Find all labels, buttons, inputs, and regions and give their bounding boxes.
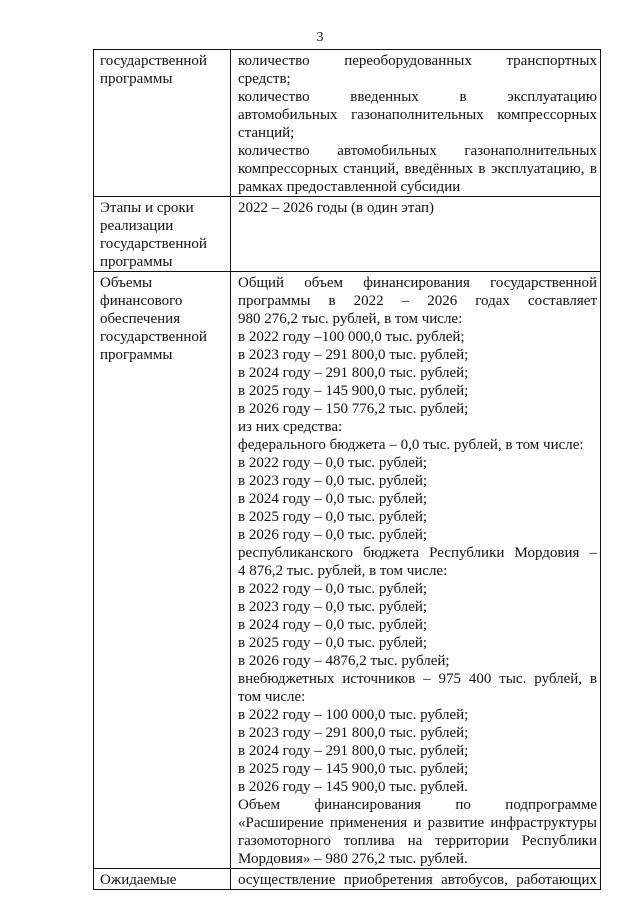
content-line: 980 276,2 тыс. рублей, в том числе:	[238, 311, 463, 327]
content-line: автомобильных газонаполнительных компрессорных	[238, 107, 597, 123]
content-line: программы в 2022 – 2026 годах составляет	[238, 293, 597, 309]
row-label-line: финансового	[100, 293, 183, 309]
content-line: в 2024 году – 0,0 тыс. рублей;	[238, 617, 428, 633]
table-row	[94, 272, 601, 869]
content-line: в 2023 году – 291 800,0 тыс. рублей;	[238, 725, 469, 741]
content-line: том числе:	[238, 689, 306, 705]
content-line: в 2025 году – 0,0 тыс. рублей;	[238, 509, 428, 525]
row-label-line: программы	[100, 347, 173, 363]
content-line: в 2022 году – 0,0 тыс. рублей;	[238, 455, 428, 471]
row-label-line: государственной	[100, 329, 207, 345]
content-line: в 2023 году – 291 800,0 тыс. рублей;	[238, 347, 469, 363]
content-line: в 2022 году – 0,0 тыс. рублей;	[238, 581, 428, 597]
content-line: в 2023 году – 0,0 тыс. рублей;	[238, 599, 428, 615]
content-line: количество автомобильных газонаполнительных	[238, 143, 597, 159]
table-row	[94, 197, 601, 272]
content-line: в 2026 году – 0,0 тыс. рублей;	[238, 527, 428, 543]
row-label-line: Ожидаемые	[100, 872, 177, 888]
table-row	[94, 50, 601, 197]
content-line: в 2022 году –100 000,0 тыс. рублей;	[238, 329, 465, 345]
content-line: внебюджетных источников – 975 400 тыс. рублей, в	[238, 671, 597, 687]
row-label-line: обеспечения	[100, 311, 181, 327]
content-line: в 2025 году – 0,0 тыс. рублей;	[238, 635, 428, 651]
content-line: «Расширение применения и развитие инфраструктуры	[238, 815, 597, 831]
content-line: рамках предоставленной субсидии	[238, 179, 461, 195]
table-row	[94, 869, 601, 890]
row-content-cell	[231, 50, 601, 197]
content-line: газомоторного топлива на территории Республики	[238, 833, 597, 849]
content-line: осуществление приобретения автобусов, работающих	[238, 872, 597, 888]
content-line: федерального бюджета – 0,0 тыс. рублей, в том числе:	[238, 437, 584, 453]
row-label-line: Этапы и сроки	[100, 200, 194, 216]
row-label-line: государственной	[100, 236, 207, 252]
content-line: станций;	[238, 125, 295, 141]
content-line: из них средства:	[238, 419, 343, 435]
row-label-line: программы	[100, 254, 173, 270]
content-line: 2022 – 2026 годы (в один этап)	[238, 200, 435, 216]
content-line: Объем финансирования по подпрограмме	[238, 797, 597, 813]
content-line: в 2024 году – 291 800,0 тыс. рублей;	[238, 365, 469, 381]
content-line: в 2024 году – 0,0 тыс. рублей;	[238, 491, 428, 507]
content-line: количество введенных в эксплуатацию	[238, 89, 597, 105]
content-line: количество переоборудованных транспортных	[238, 53, 597, 69]
content-line: средств;	[238, 71, 291, 87]
content-line: в 2026 году – 150 776,2 тыс. рублей;	[238, 401, 469, 417]
content-line: в 2025 году – 145 900,0 тыс. рублей;	[238, 383, 469, 399]
page-number: 3	[316, 30, 324, 45]
content-line: республиканского бюджета Республики Мордовия –	[238, 545, 597, 561]
row-label-line: Объемы	[100, 275, 153, 291]
content-line: в 2023 году – 0,0 тыс. рублей;	[238, 473, 428, 489]
content-line: в 2026 году – 145 900,0 тыс. рублей.	[238, 779, 468, 795]
content-line: 4 876,2 тыс. рублей, в том числе:	[238, 563, 448, 579]
content-line: в 2025 году – 145 900,0 тыс. рублей;	[238, 761, 469, 777]
content-line: в 2024 году – 291 800,0 тыс. рублей;	[238, 743, 469, 759]
row-content-cell	[231, 197, 601, 272]
row-label-cell	[94, 272, 231, 869]
row-label-line: государственной	[100, 53, 207, 69]
content-line: компрессорных станций, введённых в эксплуатацию, в	[238, 161, 597, 177]
row-label-line: реализации	[100, 218, 174, 234]
row-label-line: программы	[100, 71, 173, 87]
row-content-cell	[231, 272, 601, 869]
content-line: в 2026 году – 4876,2 тыс. рублей;	[238, 653, 450, 669]
content-line: в 2022 году – 100 000,0 тыс. рублей;	[238, 707, 469, 723]
content-line: Общий объем финансирования государственной	[238, 275, 597, 291]
content-line: Мордовия» – 980 276,2 тыс. рублей.	[238, 851, 468, 867]
row-label-cell	[94, 50, 231, 197]
row-label-cell	[94, 197, 231, 272]
row-content-cell	[231, 869, 601, 890]
row-label-cell	[94, 869, 231, 890]
program-passport-table	[93, 49, 601, 890]
